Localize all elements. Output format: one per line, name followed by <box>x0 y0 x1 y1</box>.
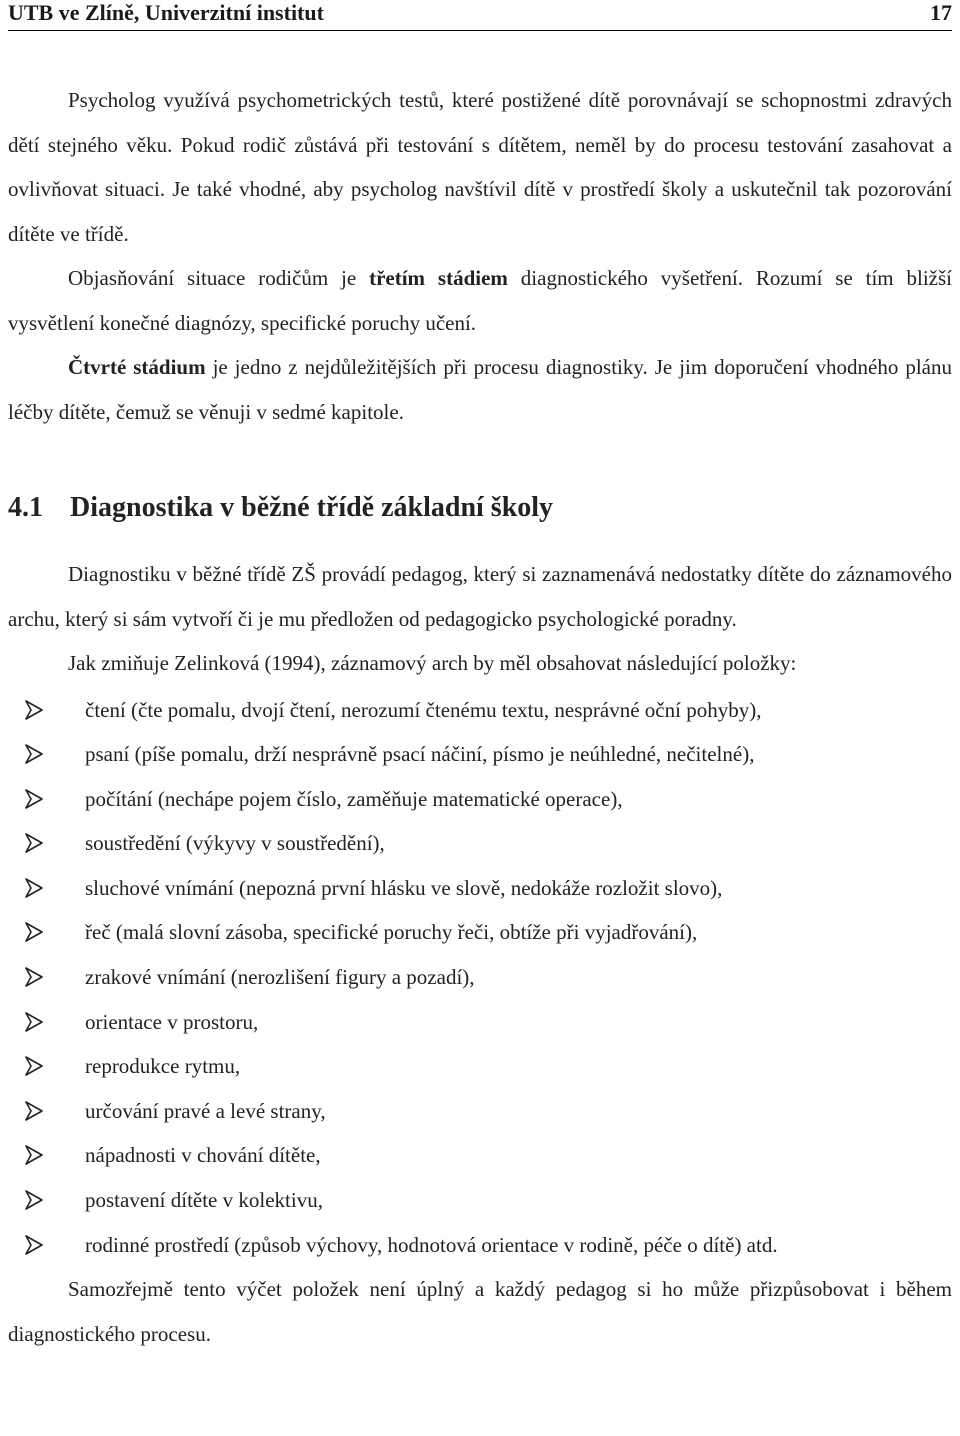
list-item-text: řeč (malá slovní zásoba, specifické poruchy řeči, obtíže při vyjadřování), <box>85 920 698 945</box>
list-item <box>8 1178 952 1223</box>
header-institution: UTB ve Zlíně, Univerzitní institut <box>8 0 324 25</box>
arrow-bullet-icon <box>24 1145 44 1165</box>
page-header <box>8 0 952 31</box>
list-item <box>8 866 952 911</box>
list-item-text: rodinné prostředí (způsob výchovy, hodnotová orientace v rodině, péče o dítě) atd. <box>85 1232 778 1257</box>
arrow-bullet-icon <box>24 700 44 720</box>
list-item <box>8 688 952 733</box>
bold-term-fourth-stage: Čtvrté stádium <box>68 355 206 379</box>
arrow-bullet-icon <box>24 789 44 809</box>
paragraph-psycholog: Psycholog využívá psychometrických testů, které postižené dítě porovnávají se schopnostmi zdravých dětí stejného věku. Pokud rodič zůstává při testování s dítětem, neměl by do procesu testování zasahovat a ovlivňovat situaci. Je také vhodné, aby psycholog navštívil dítě v prostředí školy a uskutečnil tak pozorování dítěte ve třídě. <box>8 88 952 246</box>
text-run: je jedno z nejdůležitějších při procesu diagnostiky. Je jim doporučení vhodného plánu léčby dítěte, čemuž se věnuji v sedmé kapitole. <box>8 355 952 424</box>
bold-term-third-stage: třetím stádiem <box>369 266 508 290</box>
section-title: Diagnostika v běžné třídě základní školy <box>70 492 554 523</box>
arrow-bullet-icon <box>24 922 44 942</box>
list-item <box>8 1223 952 1268</box>
list-item <box>8 821 952 866</box>
list-item-text: určování pravé a levé strany, <box>85 1098 326 1123</box>
list-item-text: psaní (píše pomalu, drží nesprávně psací náčiní, písmo je neúhledné, nečitelné), <box>85 742 755 767</box>
paragraph-closing: Samozřejmě tento výčet položek není úplný a každý pedagog si ho může přizpůsobovat i během diagnostického procesu. <box>8 1277 952 1346</box>
section-heading <box>8 486 952 530</box>
paragraph-diagnostika: Diagnostiku v běžné třídě ZŠ provádí pedagog, který si zaznamenává nedostatky dítěte do záznamového archu, který si sám vytvoří či je mu předložen od pedagogicko psychologické poradny. <box>8 562 952 631</box>
list-item-text: počítání (nechápe pojem číslo, zaměňuje matematické operace), <box>85 786 623 811</box>
list-item <box>8 1044 952 1089</box>
paragraph-zelinkova: Jak zmiňuje Zelinková (1994), záznamový arch by měl obsahovat následující položky: <box>68 651 797 675</box>
list-item-text: reprodukce rytmu, <box>85 1054 241 1079</box>
arrow-bullet-icon <box>24 1012 44 1032</box>
list-item-text: postavení dítěte v kolektivu, <box>85 1188 323 1213</box>
arrow-bullet-icon <box>24 1235 44 1255</box>
page-body <box>8 78 952 1356</box>
arrow-bullet-icon <box>24 833 44 853</box>
list-item <box>8 955 952 1000</box>
record-items-list <box>8 688 952 1268</box>
arrow-bullet-icon <box>24 1190 44 1210</box>
list-item <box>8 910 952 955</box>
list-item <box>8 1133 952 1178</box>
list-item <box>8 732 952 777</box>
list-item-text: orientace v prostoru, <box>85 1009 259 1034</box>
arrow-bullet-icon <box>24 744 44 764</box>
paragraph-third-stage <box>8 256 952 345</box>
header-page-number: 17 <box>930 0 952 25</box>
list-item-text: soustředění (výkyvy v soustředění), <box>85 831 385 856</box>
list-item-text: sluchové vnímání (nepozná první hlásku ve slově, nedokáže rozložit slovo), <box>85 875 723 900</box>
list-item-text: nápadnosti v chování dítěte, <box>85 1143 321 1168</box>
list-item-text: čtení (čte pomalu, dvojí čtení, nerozumí čtenému textu, nesprávné oční pohyby), <box>85 697 762 722</box>
list-item <box>8 1000 952 1045</box>
arrow-bullet-icon <box>24 967 44 987</box>
arrow-bullet-icon <box>24 878 44 898</box>
list-item <box>8 777 952 822</box>
list-item <box>8 1089 952 1134</box>
section-number: 4.1 <box>8 492 43 523</box>
list-item-text: zrakové vnímání (nerozlišení figury a pozadí), <box>85 965 475 990</box>
arrow-bullet-icon <box>24 1101 44 1121</box>
text-run: Objasňování situace rodičům je <box>68 266 370 290</box>
paragraph-fourth-stage <box>8 345 952 434</box>
arrow-bullet-icon <box>24 1056 44 1076</box>
text-run: diagnostického vyšetření. Rozumí se tím bližší vysvětlení konečné diagnózy, specifické poruchy učení. <box>8 266 953 335</box>
